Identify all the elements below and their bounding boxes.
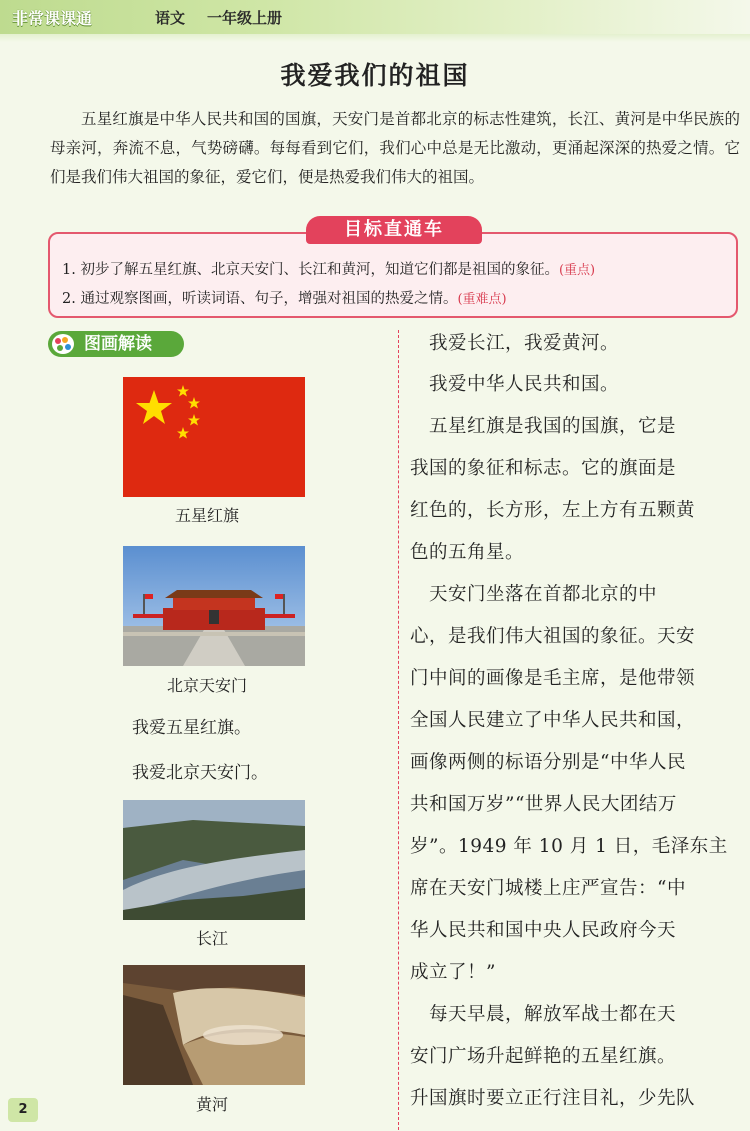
text-line: 我爱长江，我爱黄河。 <box>410 333 620 354</box>
sentence-flag: 我爱五星红旗。 <box>132 718 251 738</box>
page-title: 我爱我们的祖国 <box>280 61 470 90</box>
goal-text: 2. 通过观察图画，听读词语、句子，增强对祖国的热爱之情。 <box>62 291 458 307</box>
header-subject: 语文 <box>155 9 186 27</box>
text-line: 门中间的画像是毛主席，是他带领 <box>410 668 696 689</box>
text-line: 天安门坐落在首都北京的中 <box>410 584 658 605</box>
page-number: 2 <box>8 1098 38 1122</box>
text-line: 岁”。1949 年 10 月 1 日，毛泽东主 <box>410 836 728 857</box>
brand-logo: 非常课课通 <box>12 9 93 28</box>
yangtze-picture <box>123 800 305 920</box>
sentence-tiananmen: 我爱北京天安门。 <box>132 763 268 783</box>
text-line: 成立了！” <box>410 962 496 983</box>
text-line: 安门广场升起鲜艳的五星红旗。 <box>410 1046 677 1067</box>
text-line: 我国的象征和标志。它的旗面是 <box>410 458 677 479</box>
text-line: 画像两侧的标语分别是“中华人民 <box>410 752 686 773</box>
text-line: 席在天安门城楼上庄严宣告：“中 <box>410 878 686 899</box>
goal-tag: (重点) <box>558 263 596 278</box>
text-line: 我爱中华人民共和国。 <box>410 374 620 395</box>
waterfall-icon <box>123 965 305 1085</box>
column-divider <box>398 330 399 1130</box>
caption-flag: 五星红旗 <box>175 506 240 525</box>
section-badge <box>48 331 184 357</box>
intro-paragraph: 五星红旗是中华人民共和国的国旗，天安门是首都北京的标志性建筑，长江、黄河是中华民族的母亲河，奔流不息，气势磅礴。每每看到它们，我们心中总是无比激动，更涌起深深的热爱之情。它们是我们伟大祖国的象征，爱它们，便是热爱我们伟大的祖国。 <box>50 110 740 186</box>
flag-picture <box>123 377 305 497</box>
text-line: 升国旗时要立正行注目礼，少先队 <box>410 1088 696 1109</box>
header-grade: 一年级上册 <box>207 9 283 27</box>
header-band <box>0 0 750 36</box>
text-line: 华人民共和国中央人民政府今天 <box>410 920 677 941</box>
goal-tag: (重难点) <box>457 292 507 307</box>
caption-tiananmen: 北京天安门 <box>167 676 248 695</box>
text-line: 色的五角星。 <box>410 542 525 563</box>
palette-icon <box>52 334 74 354</box>
goal-item-2 <box>62 287 507 308</box>
river-icon <box>123 800 305 920</box>
caption-yangtze: 长江 <box>196 929 229 948</box>
text-line: 五星红旗是我国的国旗，它是 <box>410 416 677 437</box>
section-label: 图画解读 <box>84 334 152 354</box>
goals-banner: 目标直通车 <box>306 216 482 244</box>
text-line: 心，是我们伟大祖国的象征。天安 <box>410 626 696 647</box>
goal-item-1 <box>62 258 595 279</box>
tiananmen-icon <box>123 546 305 666</box>
text-line: 共和国万岁”“世界人民大团结万 <box>410 794 677 815</box>
yellow-river-picture <box>123 965 305 1085</box>
text-line: 全国人民建立了中华人民共和国， <box>410 710 696 731</box>
five-star-flag-icon <box>123 377 305 497</box>
caption-yellow-river: 黄河 <box>196 1095 229 1114</box>
goal-text: 1. 初步了解五星红旗、北京天安门、长江和黄河，知道它们都是祖国的象征。 <box>62 262 559 278</box>
text-line: 每天早晨，解放军战士都在天 <box>410 1004 677 1025</box>
tiananmen-picture <box>123 546 305 666</box>
text-line: 红色的，长方形，左上方有五颗黄 <box>410 500 696 521</box>
